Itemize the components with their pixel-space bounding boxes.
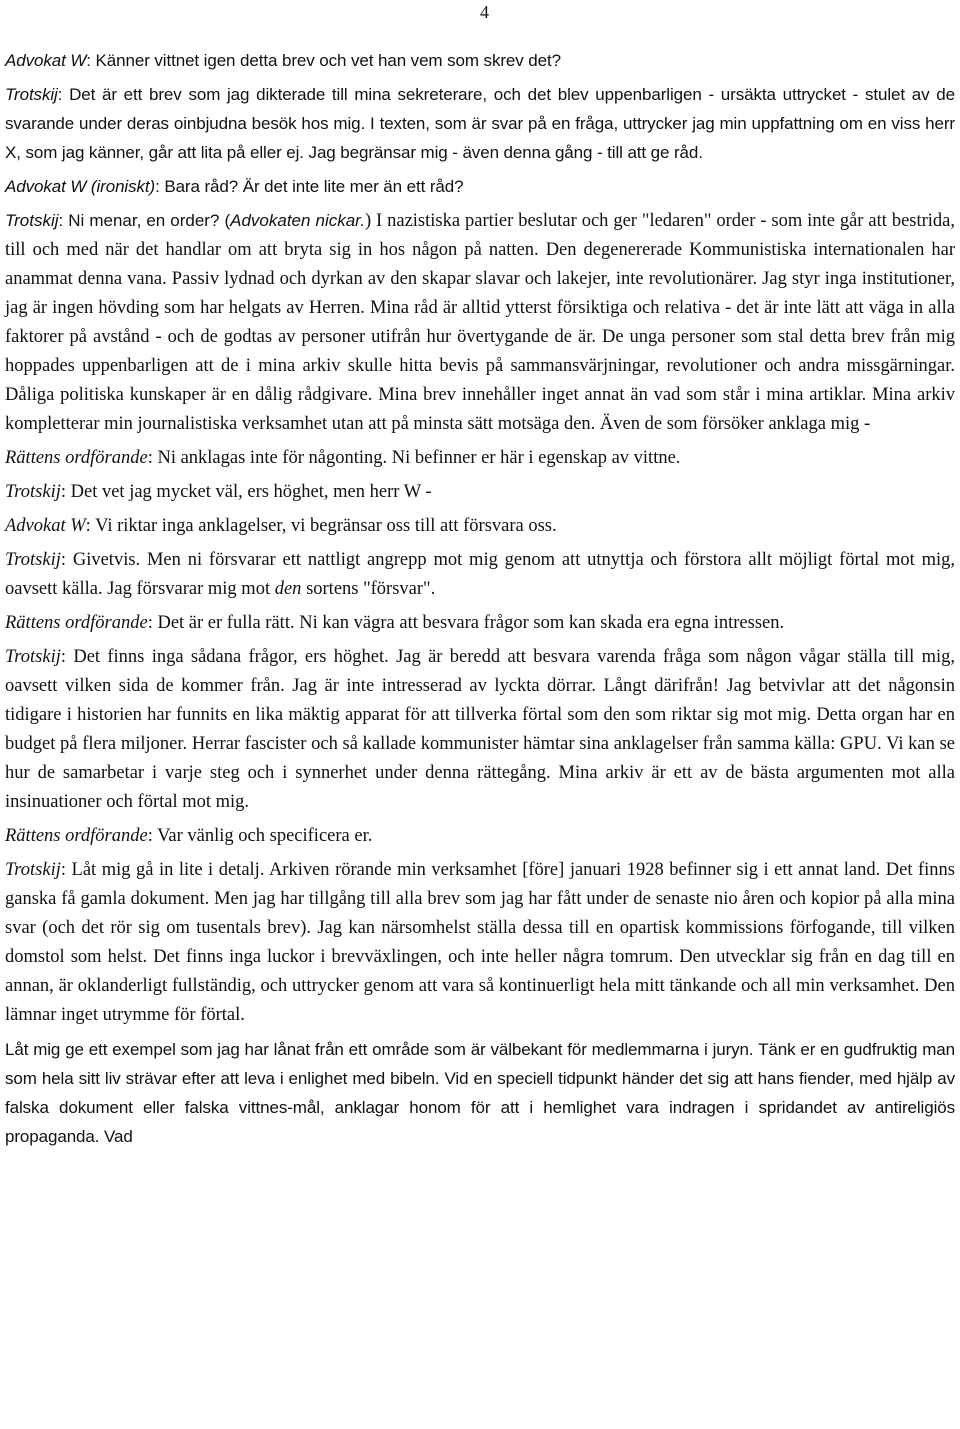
speaker-label: Trotskij <box>5 211 59 230</box>
paragraph <box>5 512 955 541</box>
paragraph-text: Låt mig ge ett exempel som jag har lånat från ett område som är välbekant för medlemmarna i juryn. Tänk er en gudfruktig man som hela sitt liv strävar efter att leva i enlighet med bibeln. Vid en speciell tidpunkt händer det sig att hans fiender, med hjälp av falska dokument eller falska vittnes-mål, anklagar honom för att i hemlighet vara indragen i spridandet av antireligiös propaganda. Vad <box>5 1040 955 1146</box>
speaker-label: Rättens ordförande <box>5 826 148 846</box>
speaker-label: Trotskij <box>5 85 58 104</box>
paragraph-text: den <box>274 579 302 599</box>
paragraph <box>5 546 955 604</box>
paragraph-text: : Ni anklagas inte för någonting. Ni befinner er här i egenskap av vittne. <box>147 448 681 468</box>
speaker-label: Trotskij <box>5 647 61 667</box>
paragraph-text: : Låt mig gå in lite i detalj. Arkiven rörande min verksamhet [före] januari 1928 befinner sig i ett annat land. Det finns ganska få gamla dokument. Men jag har tillgång till alla brev som jag har fått under de senaste nio åren och kopior på alla mina svar (och det rör sig om tusentals brev). Jag kan närsomhelst ställa dessa till en opartisk kommissions förfogande, till vilken domstol som helst. Det finns inga luckor i brevväxlingen, och inte heller några tomrum. Den utvecklar sig från en dag till en annan, är oklanderligt fullständig, och uttrycker genom att vara så kontinuerligt hela mitt tänkande och all min verksamhet. Den lämnar inget utrymme för förtal. <box>5 860 955 1025</box>
paragraph-text: : Var vänlig och specificera er. <box>147 826 373 846</box>
paragraph-text: : Det är ett brev som jag dikterade till mina sekreterare, och det blev uppenbarligen - ursäkta uttrycket - stulet av de svarande under deras oinbjudna besök hos mig. I texten, som är svar på en fråga, uttrycker jag min uppfattning om en viss herr X, som jag känner, går att lita på eller ej. Jag begränsar mig - även denna gång - till att ge råd. <box>5 85 955 162</box>
page-number: 4 <box>480 2 489 22</box>
paragraph <box>5 643 955 817</box>
speaker-label: Rättens ordförande <box>5 448 148 468</box>
paragraph-text: : Det vet jag mycket väl, ers höghet, men herr W - <box>60 482 432 502</box>
speaker-label: Trotskij <box>5 482 61 502</box>
paragraph <box>5 478 955 507</box>
paragraph <box>5 856 955 1030</box>
paragraph <box>5 822 955 851</box>
paragraph-text: : Ni menar, en order? ( <box>58 211 231 230</box>
paragraph <box>5 172 955 201</box>
speaker-label: Trotskij <box>5 860 61 880</box>
document-page <box>5 0 955 1429</box>
paragraph-text: : Bara råd? Är det inte lite mer än ett råd? <box>155 177 464 196</box>
speaker-label: Rättens ordförande <box>5 613 148 633</box>
paragraph-text: sortens "försvar". <box>301 579 436 599</box>
paragraph-text: : Det finns inga sådana frågor, ers höghet. Jag är beredd att besvara varenda fråga som någon vågar ställa till mig, oavsett vilken sida de kommer från. Jag är inte intresserad av lyckta dörrar. Långt därifrån! Jag betvivlar att det någonsin tidigare i historien har funnits en lika mäktig apparat för att tillverka förtal som den som riktar sig mot mig. Detta organ har en budget på flera miljoner. Herrar fascister och så kallade kommunister hämtar sina anklagelser från samma källa: GPU. Vi kan se hur de samarbetar i varje steg och i synnerhet under denna rättegång. Mina arkiv är ett av de bästa argumenten mot alla insinuationer och förtal mot mig. <box>5 647 955 812</box>
paragraph-text: : Känner vittnet igen detta brev och vet han vem som skrev det? <box>86 51 561 70</box>
paragraph <box>5 46 955 75</box>
paragraph-text: : Givetvis. Men ni försvarar ett nattligt angrepp mot mig genom att utnyttja och förstora allt möjligt förtal mot mig, oavsett källa. Jag försvarar mig mot <box>5 550 955 599</box>
paragraph <box>5 609 955 638</box>
paragraph <box>5 1035 955 1151</box>
paragraph-text: : Det är er fulla rätt. Ni kan vägra att besvara frågor som kan skada era egna intressen. <box>147 613 785 633</box>
speaker-label: Advokat W <box>5 516 86 536</box>
paragraph-text: ) I nazistiska partier beslutar och ger "ledaren" order - som inte går att bestrida, till och med när det handlar om att bryta sig in hos någon på natten. Den degenererade Kommunistiska internationalen har anammat denna vana. Passiv lydnad och dyrkan av den skapar slavar och lakejer, inte revolutionärer. Jag styr inga institutioner, jag är ingen hövding som har helgats av Herren. Mina råd är alltid ytterst försiktiga och relativa - det är inte lätt att väga in alla faktorer på avstånd - och de godtas av personer utifrån hur övertygande de är. De unga personer som stal detta brev från mig hoppades uppenbarligen att de i mina arkiv skulle hitta bevis på sammansvärjningar, revolutioner och andra missgärningar. Dåliga politiska kunskaper är en dålig rådgivare. Mina brev innehåller inget annat än vad som står i mina artiklar. Mina arkiv kompletterar min journalistiska verksamhet utan att på minsta sätt motsäga den. Även de som försöker anklaga mig - <box>5 211 956 434</box>
paragraph <box>5 206 955 439</box>
speaker-label: Advokat W (ironiskt) <box>5 177 156 196</box>
speaker-label: Advokat W <box>5 51 87 70</box>
speaker-label: Trotskij <box>5 550 61 570</box>
document-body <box>5 46 955 1156</box>
paragraph-text: Advokaten nickar. <box>230 211 365 230</box>
paragraph <box>5 80 955 167</box>
paragraph-text: : Vi riktar inga anklagelser, vi begränsar oss till att försvara oss. <box>85 516 557 536</box>
paragraph <box>5 444 955 473</box>
